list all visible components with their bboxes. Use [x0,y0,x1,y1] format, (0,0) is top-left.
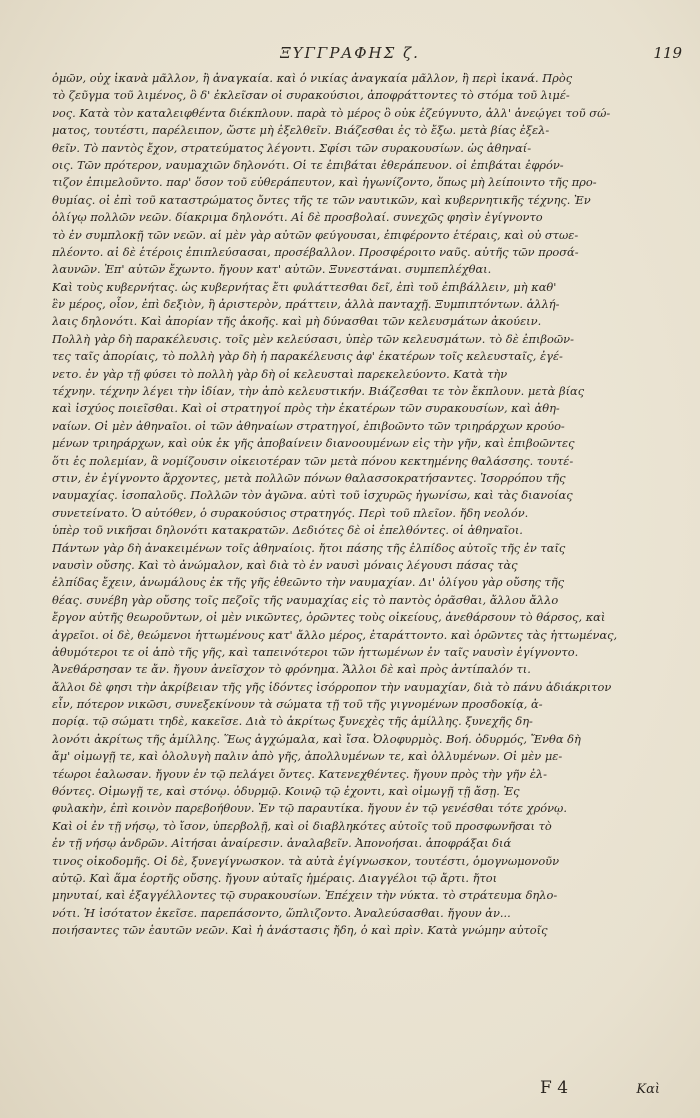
text-line: Καὶ τοὺς κυβερνήτας. ὡς κυβερνήτας ἔτι φυλάττεσθαι δεῖ, ἐπὶ τοῦ ἐπιβάλλειν, μὴ καθ' [52,279,557,294]
text-line: ναυσὶν οὔσης. Καὶ τὸ ἀνώμαλον, καὶ διὰ τὸ ἐν ναυσὶ μόναις λέγουσι πάσας τὰς [52,557,518,572]
text-line: θέας. συνέβη γὰρ οὔσης τοῖς πεζοῖς τῆς ναυμαχίας εἰς τὸ παντὸς ὁρᾶσθαι, ἄλλου ἄλλο [52,592,559,607]
text-line: λαις δηλονότι. Καὶ ἀπορίαν τῆς ἀκοῆς. καὶ μὴ δύνασθαι τῶν κελευσμάτων ἀκούειν. [52,314,542,329]
text-line: νότι. Ἡ ἰσότατον ἐκεῖσε. παρεπάσοντο, ὥπλιζοντο. Ἀναλεύσασθαι. ἤγουν ἀν... [52,905,511,920]
text-line: φυλακὴν, ἐπὶ κοινὸν παρεβοήθουν. Ἐν τῷ παραυτίκα. ἤγουν ἐν τῷ γενέσθαι τότε χρόνῳ. [52,801,567,816]
folio-number: 119 [653,44,682,62]
text-line: εἶν, πότερον νικῶσι, συνεξεκίνουν τὰ σώματα τῇ τοῦ τῆς γιγνομένων προσδοκίᾳ, ἀ- [52,697,543,712]
page-header [0,44,700,66]
text-line: μηνυταί, καὶ ἐξαγγέλλοντες τῷ συρακουσίων. Ἐπέχειν τὴν νύκτα. τὸ στράτευμα δηλο- [52,888,558,903]
text-line: ἀγρεῖοι. οἱ δὲ, θεώμενοι ἡττωμένους κατ' ἄλλο μέρος, ἐταράττοντο. καὶ ὁρῶντες τὰς ἡττωμένας, [52,627,618,642]
text-line: νος. Κατὰ τὸν καταλειφθέντα διέκπλουν. παρὰ τὸ μέρος ὃ οὐκ ἐζεύγνυτο, ἀλλ' ἀνεῴγει τοῦ σώ- [52,105,611,120]
text-line: ὀλίγῳ πολλῶν νεῶν. δίακριμα δηλονότι. Αἱ δὲ προσβολαί. συνεχῶς φησὶν ἐγίγνοντο [52,210,543,225]
text-line: νετο. ἐν γὰρ τῇ φύσει τὸ πολλὴ γὰρ δὴ οἱ κελευσταὶ παρεκελεύοντο. Κατὰ τὴν [52,366,508,381]
text-line: ὅτι ἐς πολεμίαν, ἃ νομίζουσιν οἰκειοτέραν τῶν μετὰ πόνου κεκτημένης θαλάσσης. τουτέ- [52,453,574,468]
text-line: πορίᾳ. τῷ σώματι τηδὲ, κακεῖσε. Διὰ τὸ ἀκρίτως ξυνεχὲς τῆς ἁμίλλης. ξυνεχῆς δη- [52,714,533,729]
text-line: ναυμαχίας. ἰσοπαλοῦς. Πολλῶν τὸν ἀγῶνα. αὐτὶ τοῦ ἰσχυρῶς ἠγωνίσω, καὶ τὰς διανοίας [52,488,573,503]
text-line: θυμίας. οἱ ἐπὶ τοῦ καταστρώματος ὄντες τῆς τε τῶν ναυτικῶν, καὶ κυβερνητικῆς τέχνης. Ἐν [52,192,591,207]
text-line: ματος, τουτέστι, παρέλειπον, ὥστε μὴ ἐξελθεῖν. Βιάζεσθαι ἐς τὸ ἔξω. μετὰ βίας ἐξελ- [52,123,550,138]
text-line: ναίων. Οἱ μὲν ἀθηναῖοι. οἱ τῶν ἀθηναίων στρατηγοί, ἐπιβοῶντο τῶν τριηράρχων κρούο- [52,418,565,433]
text-line: θόντες. Οἰμωγῇ τε, καὶ στόνῳ. ὀδυρμῷ. Κοινῷ τῷ ἐχοντι, καὶ οἰμωγῇ τῇ ἄσῃ. Ἐς [52,784,520,799]
text-line: ἀθυμότεροι τε οἱ ἀπὸ τῆς γῆς, καὶ ταπεινότεροι τῶν ἡττωμένων ἐν ταῖς ναυσὶν ἐγίγνοντο. [52,644,579,659]
text-line: Καὶ οἱ ἐν τῇ νήσῳ, τὸ ἴσον, ὑπερβολῇ, καὶ οἱ διαβληκότες αὐτοῖς τοῦ προσφωνῆσαι τὸ [52,818,552,833]
text-line: ποιήσαντες τῶν ἑαυτῶν νεῶν. Καὶ ἡ ἀνάστασις ἤδη, ὁ καὶ πρὶν. Κατὰ γνώμην αὐτοῖς [52,923,548,938]
text-line: τες ταῖς ἀπορίαις, τὸ πολλὴ γὰρ δὴ ἡ παρακέλευσις ἀφ' ἑκατέρων τοῖς κελευσταῖς, ἐγέ- [52,349,563,364]
page-footer [0,1078,700,1102]
text-line: ἄλλοι δὲ φησι τὴν ἀκρίβειαν τῆς γῆς ἰδόντες ἰσόρροπον τὴν ναυμαχίαν, διὰ τὸ πάνυ ἀδιάκριτον [52,679,612,694]
text-line: Πολλὴ γὰρ δὴ παρακέλευσις. τοῖς μὲν κελεύσασι, ὑπὲρ τῶν κελευσμάτων. τὸ δὲ ἐπιβοῶν- [52,331,574,346]
text-line: τιζον ἐπιμελοῦντο. παρ' ὅσον τοῦ εὐθεράπευτον, καὶ ἠγωνίζοντο, ὅπως μὴ λείποιντο τῆς προ- [52,175,597,190]
text-line: θεῖν. Τὸ παντὸς ἔχον, στρατεύματος λέγοντι. Σφίσι τῶν συρακουσίων. ὡς ἀθηναί- [52,140,532,155]
text-line: στιν, ἐν ἐγίγνοντο ἄρχοντες, μετὰ πολλῶν πόνων θαλασσοκρατήσαντες. Ἰσορρόπου τῆς [52,470,566,485]
text-line: τέχνην. τέχνην λέγει τὴν ἰδίαν, τὴν ἀπὸ κελευστικήν. Βιάζεσθαι τε τὸν ἔκπλουν. μετὰ βίας [52,384,585,399]
text-line: ἄμ' οἰμωγῇ τε, καὶ ὀλολυγὴ παλιν ἀπὸ γῆς, ἀπολλυμένων τε, καὶ ὀλλυμένων. Οἱ μὲν με- [52,749,563,764]
signature-mark: F 4 [540,1078,569,1098]
text-line: ὀμῶν, οὐχ ἱκανὰ μᾶλλον, ἢ ἀναγκαία. καὶ ὁ νικίας ἀναγκαία μᾶλλον, ἢ περὶ ἱκανά. Πρὸς [52,71,573,85]
text-line: τινος οἰκοδομῆς. Οἱ δὲ, ξυνεγίγνωσκον. τὰ αὐτὰ ἐγίγνωσκον, τουτέστι, ὁμογνωμονοῦν [52,853,560,868]
commentary-text [52,70,648,940]
text-line: Ἀνεθάρσησαν τε ἄν. ἤγουν ἀνεῖσχον τὸ φρόνημα. Ἄλλοι δὲ καὶ πρὸς ἀντίπαλόν τι. [52,662,531,677]
text-line: μένων τριηράρχων, καὶ οὐκ ἐκ γῆς ἀποβαίνειν διανοουμένων εἰς τὴν γῆν, καὶ ἐπιβοῶντες [52,436,575,451]
text-line: λαυνῶν. Ἐπ' αὐτῶν ἔχωντο. ἤγουν κατ' αὐτῶν. Ξυνεστάναι. συμπεπλέχθαι. [52,262,492,277]
text-line: ἐν τῇ νήσῳ ἀνδρῶν. Αἰτήσαι ἀναίρεσιν. ἀναλαβεῖν. Ἀπονοήσαι. ἀποφράξαι διά [52,836,512,851]
text-line: αὐτῷ. Καὶ ἅμα ἑορτῆς οὔσης. ἤγουν αὐταῖς ἡμέραις. Διαγγέλοι τῷ ἄρτι. ἤτοι [52,870,498,885]
text-line: τὸ ζεῦγμα τοῦ λιμένος, ὃ δ' ἐκλεῖσαν οἱ συρακούσιοι, ἀποφράττοντες τὸ στόμα τοῦ λιμέ- [52,88,570,103]
text-line: ὑπὲρ τοῦ νικῆσαι δηλονότι κατακρατῶν. Δεδιότες δὲ οἱ ἐπελθόντες. οἱ ἀθηναῖοι. [52,523,523,538]
text-line: πλέοντο. αἱ δὲ ἑτέροις ἐπιπλεύσασαι, προσέβαλλον. Προσφέροιτο ναῦς. αὐτῆς τῶν προσά- [52,244,579,259]
text-line: ἐλπίδας ἔχειν, ἀνωμάλους ἐκ τῆς γῆς ἐθεῶντο τὴν ναυμαχίαν. Δι' ὀλίγου γὰρ οὔσης τῆς [52,575,565,590]
text-line: ἓν μέρος, οἷον, ἐπὶ δεξιὸν, ἢ ἀριστερὸν, πράττειν, ἀλλὰ πανταχῇ. Ξυμπιπτόντων. ἀλλή- [52,297,560,312]
text-line: συνετείνατο. Ὁ αὐτόθεν, ὁ συρακούσιος στρατηγός. Περὶ τοῦ πλεῖον. ἤδη νεολόν. [52,505,529,520]
running-head: ΞΥΓΓΡΑΦΗΣ ζ. [280,44,420,62]
text-line: καὶ ἰσχύος ποιεῖσθαι. Καὶ οἱ στρατηγοί πρὸς τὴν ἑκατέρων τῶν συρακουσίων, καὶ ἀθη- [52,401,560,416]
text-line: τέωροι ἑαλωσαν. ἤγουν ἐν τῷ πελάγει ὄντες. Κατενεχθέντες. ἤγουν πρὸς τὴν γῆν ἐλ- [52,766,547,781]
text-line: τὸ ἐν συμπλοκῇ τῶν νεῶν. αἱ μὲν γὰρ αὐτῶν φεύγουσαι, ἐπιφέροντο ἑτέραις, καὶ οὐ στωε- [52,227,579,242]
catchword: Καὶ [636,1082,660,1097]
text-line: λονότι ἀκρίτως τῆς ἁμίλλης. Ἕως ἀγχώμαλα, καὶ ἴσα. Ὀλοφυρμὸς. Βοή. ὀδυρμός, Ἔνθα δὴ [52,731,581,746]
text-line: ἔργον αὐτῆς θεωροῦντων, οἱ μὲν νικῶντες, ὁρῶντες τοὺς οἰκείους, ἀνεθάρσουν τὸ θάρσος, καὶ [52,610,606,625]
text-line: Πάντων γὰρ δὴ ἀνακειμένων τοῖς ἀθηναίοις. ἤτοι πάσης τῆς ἐλπίδος αὐτοῖς τῆς ἐν ταῖς [52,540,566,555]
text-line: οις. Τῶν πρότερον, ναυμαχιῶν δηλονότι. Οἱ τε ἐπιβάται ἐθεράπευον. οἱ ἐπιβάται ἐφρόν- [52,157,564,172]
